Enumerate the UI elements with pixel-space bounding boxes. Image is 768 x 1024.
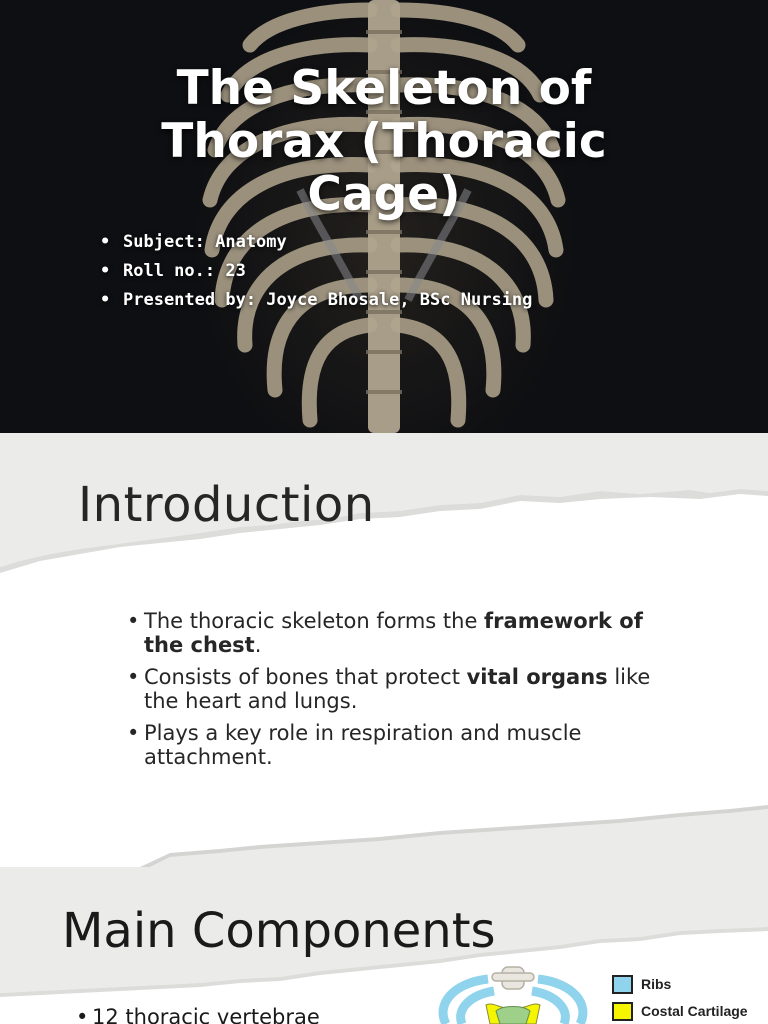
title-info-list <box>100 228 532 315</box>
point-tail: like the heart and lungs. <box>144 665 651 713</box>
point-emphasis: framework of the chest <box>144 609 643 657</box>
presentation-title: The Skeleton of Thorax (Thoracic Cage) <box>161 61 607 222</box>
presenter-line <box>100 286 532 315</box>
point-text: Consists of bones that protect <box>144 665 467 689</box>
list-item <box>127 609 667 657</box>
bullet-icon: • <box>100 290 111 310</box>
roll-number-line <box>100 257 532 286</box>
point-text: Plays a key role in respiration and muscle attachment. <box>144 721 582 769</box>
legend-item-ribs <box>612 973 748 995</box>
presenter-text: Presented by: Joyce Bhosale, BSc Nursing <box>123 290 533 310</box>
costal-cartilage-swatch-icon <box>612 1002 633 1021</box>
introduction-slide <box>0 433 768 867</box>
legend-item-costal-cartilage <box>612 1000 748 1022</box>
point-text: The thoracic skeleton forms the <box>144 609 485 633</box>
legend-label: Ribs <box>641 976 672 992</box>
legend-label: Costal Cartilage <box>641 1003 748 1019</box>
bullet-icon: • <box>100 261 111 281</box>
introduction-points <box>127 609 667 777</box>
main-components-slide <box>0 867 768 1024</box>
list-item <box>127 721 667 769</box>
main-components-heading: Main Components <box>62 903 496 959</box>
title-slide <box>0 0 768 433</box>
subject-line <box>100 228 532 257</box>
ribs-swatch-icon <box>612 975 633 994</box>
list-item <box>127 665 667 713</box>
thoracic-cage-diagram <box>428 965 598 1024</box>
list-item: • 12 thoracic vertebrae <box>76 1005 320 1024</box>
bullet-icon: • <box>100 232 111 252</box>
point-tail: . <box>254 633 262 657</box>
introduction-heading: Introduction <box>78 477 375 533</box>
diagram-legend <box>612 973 748 1024</box>
point-emphasis: vital organs <box>466 665 608 689</box>
roll-number-text: Roll no.: 23 <box>123 261 246 281</box>
components-points <box>76 1005 320 1024</box>
subject-text: Subject: Anatomy <box>123 232 287 252</box>
